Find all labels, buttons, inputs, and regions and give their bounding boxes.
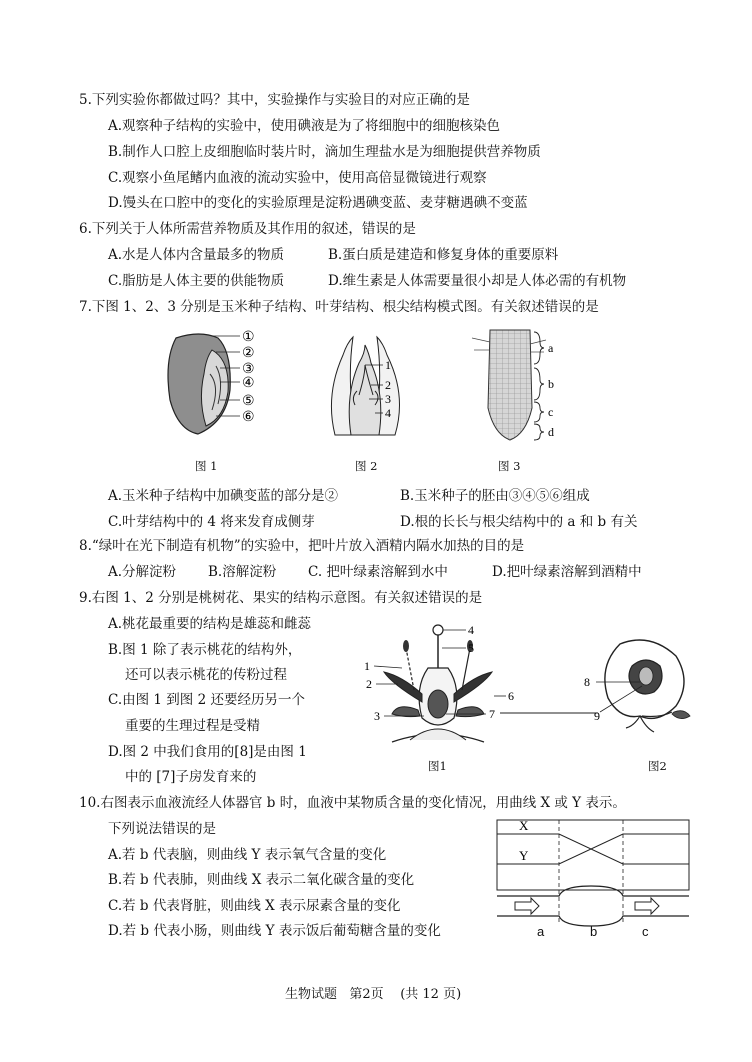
- flower-caption: 图1: [428, 759, 447, 773]
- fig3-caption: 图 3: [498, 459, 521, 473]
- q7-option-b: B.玉米种子的胚由③④⑤⑥组成: [400, 488, 590, 504]
- fruit-label-8: 8: [584, 675, 590, 689]
- q9-option-c-line2: 重要的生理过程是受精: [125, 718, 260, 734]
- curve-x-label: X: [519, 818, 529, 833]
- fig1-label-1: ①: [242, 330, 255, 345]
- segment-c-label: c: [642, 924, 649, 939]
- fig3-label-a: a: [548, 341, 554, 355]
- q8-stem: 8.“绿叶在光下制造有机物”的实验中，把叶片放入酒精内隔水加热的目的是: [79, 538, 525, 554]
- q9-option-d-line1: D.图 2 中我们食用的[8]是由图 1: [108, 744, 307, 760]
- q6-option-a: A.水是人体内含量最多的物质: [108, 247, 285, 263]
- q9-option-d-line2: 中的 [7]子房发育来的: [125, 769, 257, 785]
- fig1-caption: 图 1: [195, 459, 218, 473]
- q8-option-c: C. 把叶绿素溶解到水中: [308, 564, 448, 580]
- q6-option-b: B.蛋白质是建造和修复身体的重要原料: [328, 247, 559, 263]
- q7-stem: 7.下图 1、2、3 分别是玉米种子结构、叶芽结构、根尖结构模式图。有关叙述错误的是: [79, 299, 599, 315]
- fig1-label-4: ④: [242, 376, 255, 391]
- flower-label-3: 3: [374, 709, 380, 723]
- root-tip-figure: [460, 328, 570, 446]
- q7-option-a: A.玉米种子结构中加碘变蓝的部分是②: [108, 488, 339, 504]
- q10-option-b: B.若 b 代表肺，则曲线 X 表示二氧化碳含量的变化: [108, 872, 415, 888]
- leaf-bud-figure: [315, 335, 425, 445]
- curve-y-label: Y: [519, 848, 529, 863]
- flower-label-1: 1: [364, 659, 370, 673]
- q10-stem: 10.右图表示血液流经人体器官 b 时，血液中某物质含量的变化情况，用曲线 X 或 Y 表示。: [79, 795, 626, 811]
- q10-option-d: D.若 b 代表小肠，则曲线 Y 表示饭后葡萄糖含量的变化: [108, 923, 441, 939]
- q7-option-c: C.叶芽结构中的 4 将来发育成侧芽: [108, 514, 315, 530]
- q6-stem: 6.下列关于人体所需营养物质及其作用的叙述，错误的是: [79, 221, 416, 237]
- q8-option-d: D.把叶绿素溶解到酒精中: [492, 564, 642, 580]
- page-footer: 生物试题 第2页 (共 12 页): [285, 987, 462, 1002]
- q5-option-d: D.馒头在口腔中的变化的实验原理是淀粉遇碘变蓝、麦芽糖遇碘不变蓝: [108, 195, 528, 211]
- q5-option-a: A.观察种子结构的实验中，使用碘液是为了将细胞中的细胞核染色: [108, 118, 501, 134]
- flower-label-2: 2: [366, 677, 372, 691]
- fig3-label-d: d: [548, 425, 554, 439]
- flower-label-7: 7: [489, 707, 495, 721]
- q8-option-a: A.分解淀粉: [108, 564, 177, 580]
- q5-option-b: B.制作人口腔上皮细胞临时装片时，滴加生理盐水是为细胞提供营养物质: [108, 144, 541, 160]
- q10-sub: 下列说法错误的是: [108, 821, 216, 837]
- flower-label-6: 6: [508, 689, 514, 703]
- fig2-label-2: 2: [385, 378, 391, 392]
- flower-label-4: 4: [468, 623, 474, 637]
- q10-option-a: A.若 b 代表脑，则曲线 Y 表示氧气含量的变化: [108, 847, 387, 863]
- fig1-label-2: ②: [242, 346, 255, 361]
- q9-option-a: A.桃花最重要的结构是雄蕊和雌蕊: [108, 616, 312, 632]
- peach-flower-figure: [362, 618, 542, 750]
- fig3-label-c: c: [548, 405, 554, 419]
- fig1-label-5: ⑤: [242, 394, 255, 409]
- q9-option-b-line1: B.图 1 除了表示桃花的结构外，: [108, 642, 302, 658]
- q9-stem: 9.右图 1、2 分别是桃树花、果实的结构示意图。有关叙述错误的是: [79, 590, 483, 606]
- fig1-label-3: ③: [242, 362, 255, 377]
- q5-option-c: C.观察小鱼尾鳍内血液的流动实验中，使用高倍显微镜进行观察: [108, 170, 487, 186]
- fig2-label-1: 1: [385, 358, 391, 372]
- segment-b-label: b: [590, 924, 598, 939]
- fig2-label-3: 3: [385, 392, 391, 406]
- flower-label-5: 5: [468, 641, 474, 655]
- fruit-label-9: 9: [594, 709, 600, 723]
- q10-option-c: C.若 b 代表肾脏，则曲线 X 表示尿素含量的变化: [108, 898, 401, 914]
- q7-option-d: D.根的长长与根尖结构中的 a 和 b 有关: [400, 514, 638, 530]
- fig3-label-b: b: [548, 377, 554, 391]
- segment-a-label: a: [537, 924, 545, 939]
- q9-option-c-line1: C.由图 1 到图 2 还要经历另一个: [108, 692, 305, 708]
- q9-option-b-line2: 还可以表示桃花的传粉过程: [125, 667, 287, 683]
- blood-flow-graph: [495, 818, 695, 940]
- q5-stem: 5.下列实验你都做过吗？其中，实验操作与实验目的对应正确的是: [79, 92, 470, 108]
- peach-fruit-figure: [580, 636, 700, 736]
- fig1-label-6: ⑥: [242, 410, 255, 425]
- fig2-label-4: 4: [385, 406, 391, 420]
- q6-option-c: C.脂肪是人体主要的供能物质: [108, 273, 285, 289]
- corn-seed-figure: [160, 330, 275, 440]
- q6-option-d: D.维生素是人体需要量很小却是人体必需的有机物: [328, 273, 627, 289]
- fig2-caption: 图 2: [355, 459, 378, 473]
- fruit-caption: 图2: [648, 759, 667, 773]
- q8-option-b: B.溶解淀粉: [208, 564, 277, 580]
